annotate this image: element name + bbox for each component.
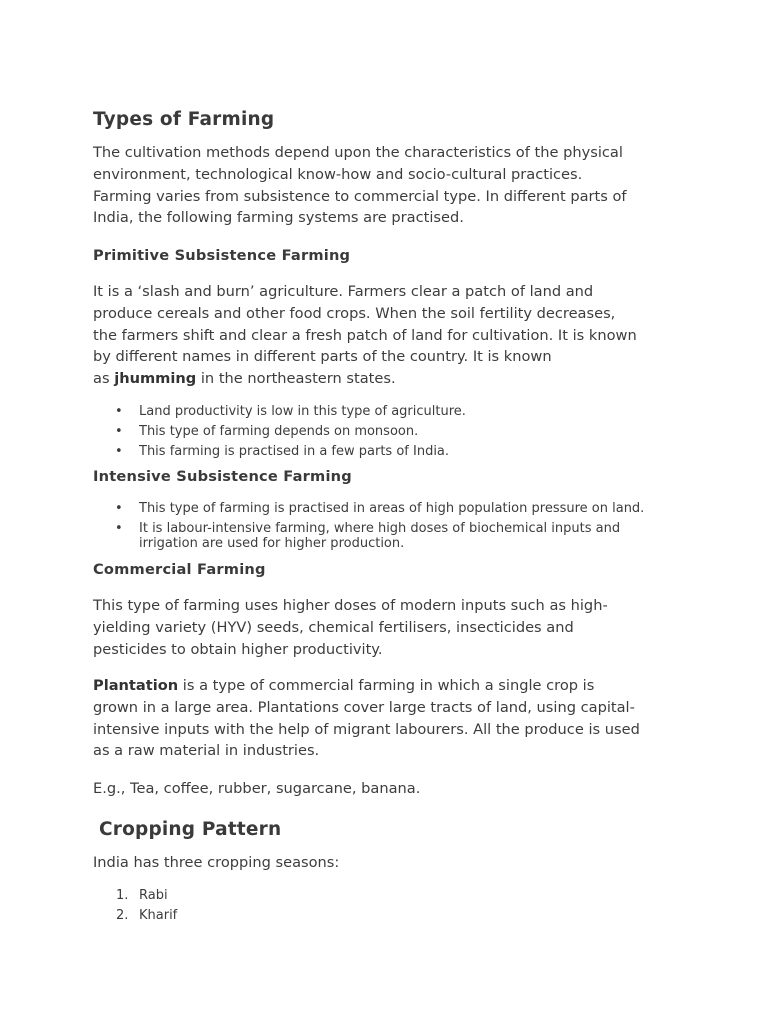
list-marker: 1. [116, 888, 129, 903]
season-label: Kharif [139, 908, 178, 923]
cropping-pattern-title: Cropping Pattern [99, 819, 282, 840]
intro-line: The cultivation methods depend upon the characteristics of the physical [93, 144, 623, 161]
bullet-line: • It is labour-intensive farming, where high doses of biochemical inputs and [139, 521, 621, 536]
page-title: Types of Farming [93, 109, 275, 130]
plantation-term: Plantation [93, 677, 179, 694]
primitive-last-line [93, 368, 683, 390]
primitive-paragraph [93, 281, 683, 390]
primitive-line: by different names in different parts of the country. It is known [93, 348, 552, 366]
primitive-last-pre: as [93, 370, 115, 388]
example-paragraph: E.g., Tea, coffee, rubber, sugarcane, banana. [93, 780, 421, 797]
primitive-heading: Primitive Subsistence Farming [93, 247, 351, 264]
intro-line: India, the following farming systems are practised. [93, 209, 464, 227]
jhumming-term: jhumming [114, 370, 197, 388]
commercial-paragraph [93, 595, 683, 660]
list-item: • This farming is practised in a few parts of India. [93, 444, 466, 459]
primitive-bullet-list [93, 404, 466, 459]
intensive-bullet-list [93, 501, 644, 551]
plantation-line: as a raw material in industries. [93, 742, 320, 760]
cropping-intro: India has three cropping seasons: [93, 854, 340, 871]
plantation-line: grown in a large area. Plantations cover large tracts of land, using capital- [93, 698, 635, 716]
intro-paragraph [93, 142, 683, 229]
commercial-line: This type of farming uses higher doses of modern inputs such as high- [93, 597, 608, 614]
primitive-line: It is a ‘slash and burn’ agriculture. Farmers clear a patch of land and [93, 283, 594, 300]
commercial-line: yielding variety (HYV) seeds, chemical fertilisers, insecticides and [93, 618, 574, 636]
list-item [93, 521, 644, 551]
plantation-first-line [93, 675, 683, 697]
primitive-line: the farmers shift and clear a fresh patch of land for cultivation. It is known [93, 326, 637, 344]
plantation-line: intensive inputs with the help of migrant labourers. All the produce is used [93, 720, 640, 738]
intensive-heading: Intensive Subsistence Farming [93, 468, 352, 485]
season-label: Rabi [139, 888, 168, 903]
list-item: • This type of farming is practised in areas of high population pressure on land. [93, 501, 644, 516]
intro-line: environment, technological know-how and socio-cultural practices. [93, 165, 583, 183]
bullet-line: irrigation are used for higher production. [139, 536, 405, 551]
list-marker: 2. [116, 908, 129, 923]
list-item [93, 908, 177, 923]
list-item: • This type of farming depends on monsoon. [93, 424, 466, 439]
commercial-heading: Commercial Farming [93, 561, 266, 578]
commercial-line: pesticides to obtain higher productivity. [93, 640, 383, 658]
primitive-line: produce cereals and other food crops. When the soil fertility decreases, [93, 304, 616, 322]
plantation-first-rest: is a type of commercial farming in which a single crop is [178, 677, 595, 694]
list-item: • Land productivity is low in this type of agriculture. [93, 404, 466, 419]
primitive-last-post: in the northeastern states. [196, 370, 396, 388]
plantation-paragraph [93, 675, 683, 762]
list-item [93, 888, 177, 903]
cropping-seasons-list [93, 888, 177, 923]
intro-line: Farming varies from subsistence to commercial type. In different parts of [93, 187, 627, 205]
